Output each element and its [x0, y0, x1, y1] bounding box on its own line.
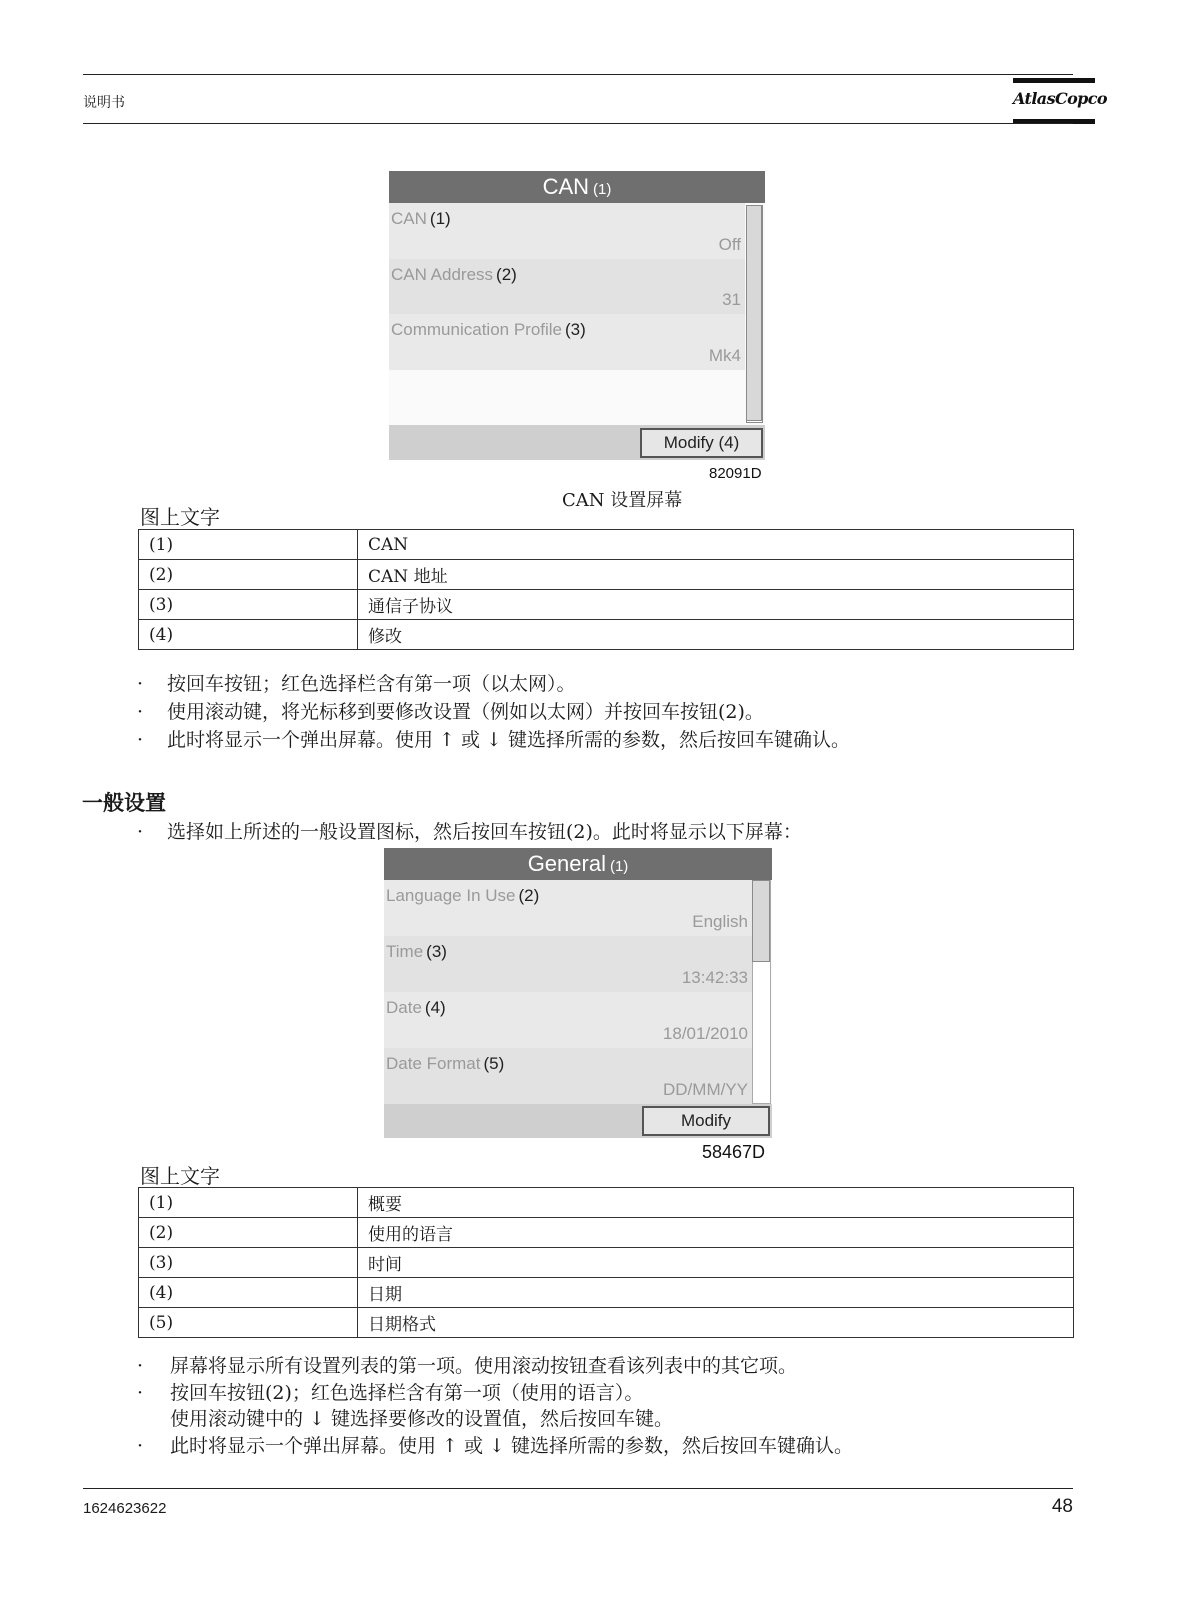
legend-key: (4) [139, 1278, 358, 1308]
can-title-num: (1) [593, 181, 612, 198]
legend-value: 使用的语言 [358, 1218, 1074, 1248]
list-item: · 选择如上所述的一般设置图标，然后按回车按钮(2)。此时将显示以下屏幕： [137, 821, 802, 843]
general-screen-footer [384, 1104, 772, 1138]
legend-key: (1) [139, 530, 358, 560]
legend-key: (2) [139, 560, 358, 590]
can-instructions [137, 670, 850, 754]
atlas-copco-logo [1013, 78, 1107, 124]
general-row-date-format[interactable] [384, 1048, 752, 1104]
table-row [139, 1278, 1074, 1308]
document-type: 说明书 [83, 95, 125, 111]
can-row-can[interactable] [389, 203, 745, 259]
table-row [139, 1218, 1074, 1248]
general-legend-table [138, 1187, 1074, 1338]
can-row-label: CAN (1) [391, 209, 451, 228]
can-scrollbar[interactable] [746, 205, 763, 423]
list-item: · 使用滚动键，将光标移到要修改设置（例如以太网）并按回车按钮(2)。 [137, 701, 764, 723]
legend-key: (5) [139, 1308, 358, 1338]
legend-value: 修改 [358, 620, 1074, 650]
list-item: 使用滚动键中的 ↓ 键选择要修改的设置值，然后按回车键。 [170, 1408, 674, 1430]
general-scroll-thumb[interactable] [752, 880, 770, 962]
list-item: · 按回车按钮；红色选择栏含有第一项（以太网）。 [137, 673, 576, 695]
table-row [139, 560, 1074, 590]
list-item: · 按回车按钮(2)；红色选择栏含有第一项（使用的语言）。 [137, 1382, 644, 1404]
header-bottom-rule [83, 123, 1073, 124]
general-screen-title [384, 848, 772, 880]
legend-value: 日期格式 [358, 1308, 1074, 1338]
general-figure-code: 58467D [702, 1142, 766, 1162]
table-row [139, 620, 1074, 650]
general-screen [384, 848, 772, 1138]
can-screen-title [389, 171, 765, 203]
legend-value: 时间 [358, 1248, 1074, 1278]
legend-key: (2) [139, 1218, 358, 1248]
general-title-num: (1) [609, 858, 629, 875]
general-row-language[interactable] [384, 880, 752, 936]
can-row-profile[interactable] [389, 314, 745, 370]
general-intro [137, 818, 802, 846]
table-row [139, 590, 1074, 620]
general-legend-label: 图上文字 [140, 1164, 220, 1188]
date-value: 18/01/2010 [662, 1024, 748, 1043]
can-screen [389, 171, 765, 460]
general-title-text: General [527, 851, 606, 876]
time-value: 13:42:33 [681, 968, 748, 987]
table-row [139, 1308, 1074, 1338]
can-row-address[interactable] [389, 259, 745, 314]
legend-value: 概要 [358, 1188, 1074, 1218]
can-modify-button[interactable]: Modify (4) [640, 428, 763, 458]
can-figure-caption: CAN 设置屏幕 [562, 490, 683, 511]
can-legend-label: 图上文字 [140, 505, 220, 529]
can-row-value: Off [718, 235, 741, 254]
time-label: Time (3) [386, 942, 447, 961]
language-value: English [692, 912, 748, 931]
can-screen-footer [389, 425, 765, 460]
table-row [139, 1188, 1074, 1218]
date-format-label: Date Format (5) [386, 1054, 505, 1073]
date-label: Date (4) [386, 998, 446, 1017]
can-scroll-thumb[interactable] [746, 205, 762, 421]
list-item: · 此时将显示一个弹出屏幕。使用 ↑ 或 ↓ 键选择所需的参数，然后按回车键确认。 [137, 729, 851, 751]
general-settings-heading: 一般设置 [82, 791, 166, 815]
can-screen-list [389, 203, 765, 425]
legend-value: 日期 [358, 1278, 1074, 1308]
legend-value: 通信子协议 [358, 590, 1074, 620]
document-number: 1624623622 [83, 1500, 167, 1517]
general-row-time[interactable] [384, 936, 752, 992]
list-item: · 此时将显示一个弹出屏幕。使用 ↑ 或 ↓ 键选择所需的参数，然后按回车键确认。 [137, 1435, 854, 1457]
legend-key: (3) [139, 590, 358, 620]
header-top-rule [83, 74, 1073, 75]
language-label: Language In Use (2) [386, 886, 540, 905]
can-legend-table [138, 529, 1074, 650]
list-item: · 屏幕将显示所有设置列表的第一项。使用滚动按钮查看该列表中的其它项。 [137, 1355, 798, 1377]
logo-text: AtlasCopco [1013, 89, 1107, 108]
general-modify-button[interactable]: Modify [642, 1106, 770, 1136]
can-address-value: 31 [722, 290, 741, 309]
general-scrollbar[interactable] [752, 880, 771, 1104]
table-row [139, 1248, 1074, 1278]
general-screen-list [384, 880, 772, 1104]
legend-value: CAN 地址 [358, 560, 1074, 590]
table-row [139, 530, 1074, 560]
can-address-label: CAN Address (2) [391, 265, 517, 284]
footer-rule [83, 1488, 1073, 1489]
logo-top-bar [1013, 78, 1095, 83]
general-row-date[interactable] [384, 992, 752, 1048]
general-instructions [137, 1352, 853, 1460]
legend-value: CAN [358, 530, 1074, 560]
date-format-value: DD/MM/YY [663, 1080, 748, 1099]
legend-key: (3) [139, 1248, 358, 1278]
page-number: 48 [1051, 1496, 1073, 1517]
legend-key: (1) [139, 1188, 358, 1218]
can-profile-value: Mk4 [708, 346, 741, 365]
can-title-text: CAN [542, 174, 590, 199]
can-profile-label: Communication Profile (3) [391, 320, 586, 339]
can-figure-code: 82091D [709, 465, 762, 482]
legend-key: (4) [139, 620, 358, 650]
